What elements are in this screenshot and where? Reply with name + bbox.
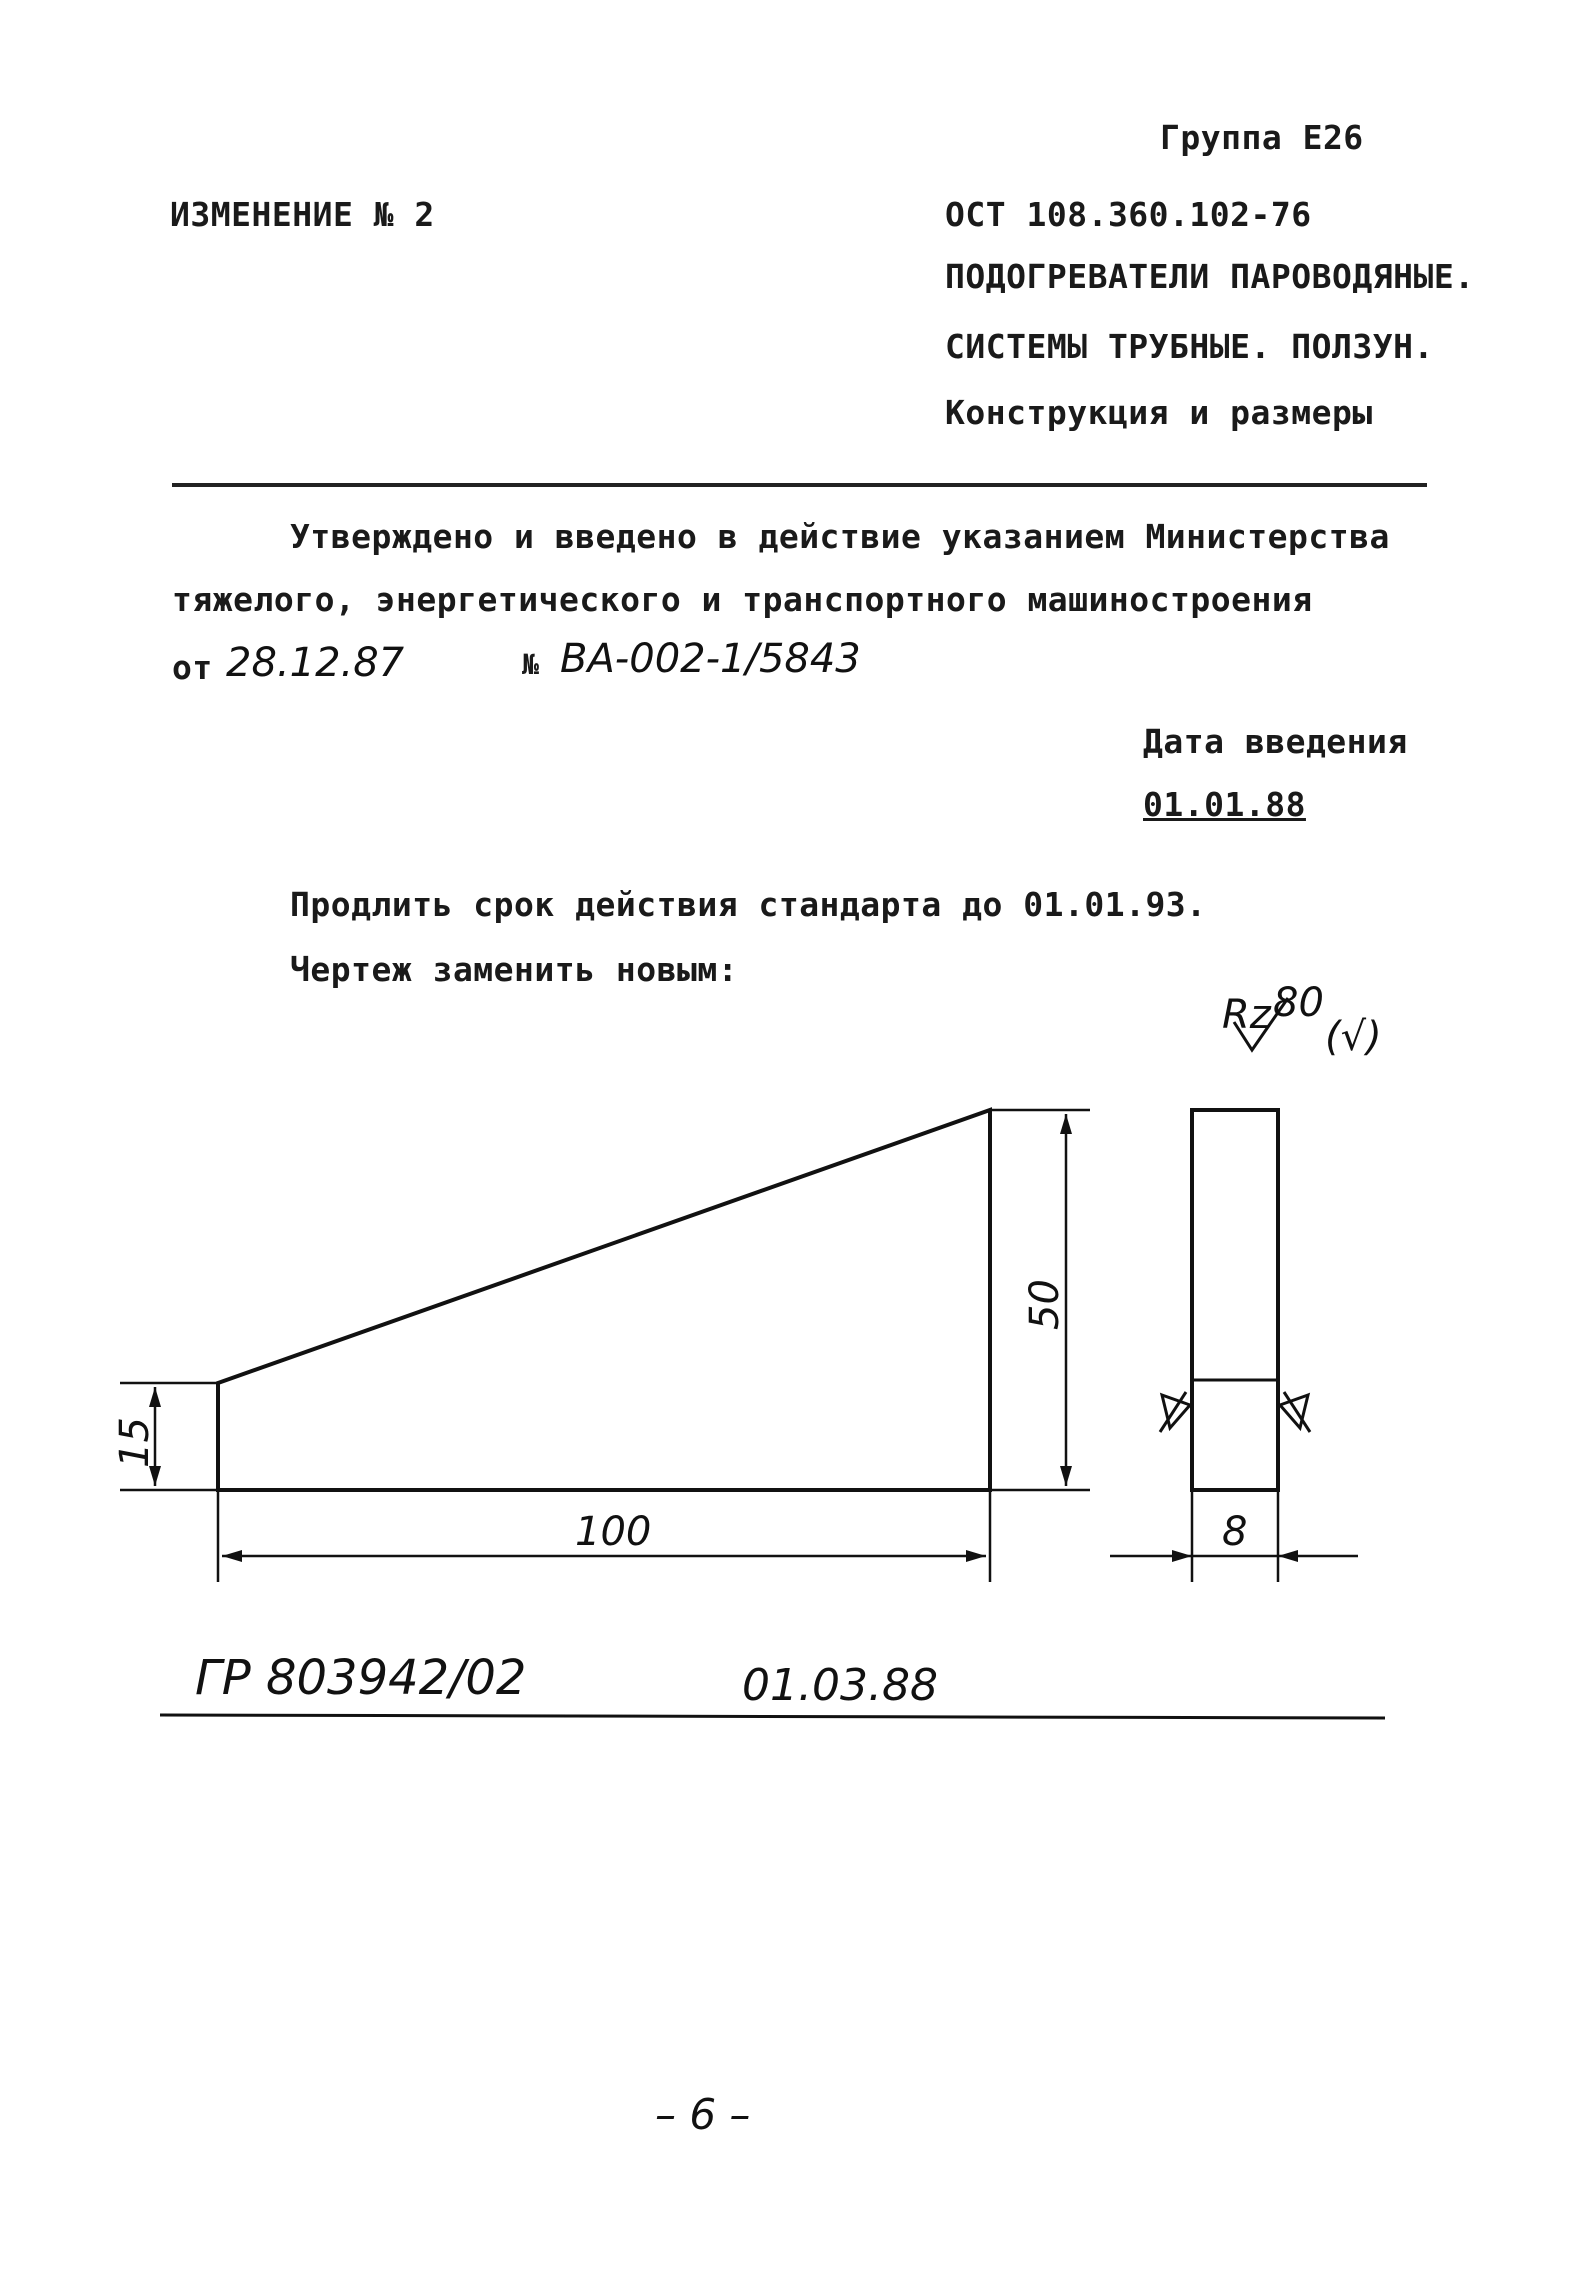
title-line-2: СИСТЕМЫ ТРУБНЫЕ. ПОЛЗУН. xyxy=(945,327,1434,366)
roughness-value: 80 xyxy=(1273,980,1324,1026)
approval-line-2: тяжелого, энергетического и транспортного машиностроения xyxy=(172,580,1313,619)
title-line-3: Конструкция и размеры xyxy=(945,393,1373,432)
drawing-replace-text: Чертеж заменить новым: xyxy=(290,950,739,989)
registration-date: 01.03.88 xyxy=(742,1660,938,1711)
dim-thickness: 8 xyxy=(1222,1509,1248,1555)
roughness-suffix: (√) xyxy=(1325,1014,1382,1060)
edge-mark-left-icon xyxy=(1160,1392,1190,1432)
approval-date-prefix: от xyxy=(172,648,213,687)
approval-date: 28.12.87 xyxy=(226,640,405,686)
page-number: – 6 – xyxy=(655,2090,751,2139)
registration-rule xyxy=(160,1715,1385,1718)
dim-height-min: 15 xyxy=(112,1417,158,1468)
side-view xyxy=(1192,1110,1278,1490)
change-number: ИЗМЕНЕНИЕ № 2 xyxy=(170,195,435,234)
group-label: Группа Е26 xyxy=(1160,118,1364,157)
roughness-symbol: Rz xyxy=(1222,992,1271,1038)
edge-mark-right-icon xyxy=(1280,1392,1310,1432)
standard-number: ОСТ 108.360.102-76 xyxy=(945,195,1312,234)
registration-number: ГР 803942/02 xyxy=(195,1650,527,1706)
effective-date-label: Дата введения xyxy=(1143,722,1408,761)
part-profile xyxy=(218,1110,990,1490)
dim-height-max: 50 xyxy=(1022,1279,1068,1330)
roughness-symbol-icon xyxy=(1222,980,1382,1060)
title-line-1: ПОДОГРЕВАТЕЛИ ПАРОВОДЯНЫЕ. xyxy=(945,257,1475,296)
approval-line-1: Утверждено и введено в действие указанием Министерства xyxy=(290,517,1390,556)
extension-text: Продлить срок действия стандарта до 01.01.93. xyxy=(290,885,1207,924)
dim-length: 100 xyxy=(575,1509,652,1555)
effective-date: 01.01.88 xyxy=(1143,785,1306,824)
approval-number-prefix: № xyxy=(522,648,540,681)
approval-number: ВА-002-1/5843 xyxy=(560,636,861,682)
